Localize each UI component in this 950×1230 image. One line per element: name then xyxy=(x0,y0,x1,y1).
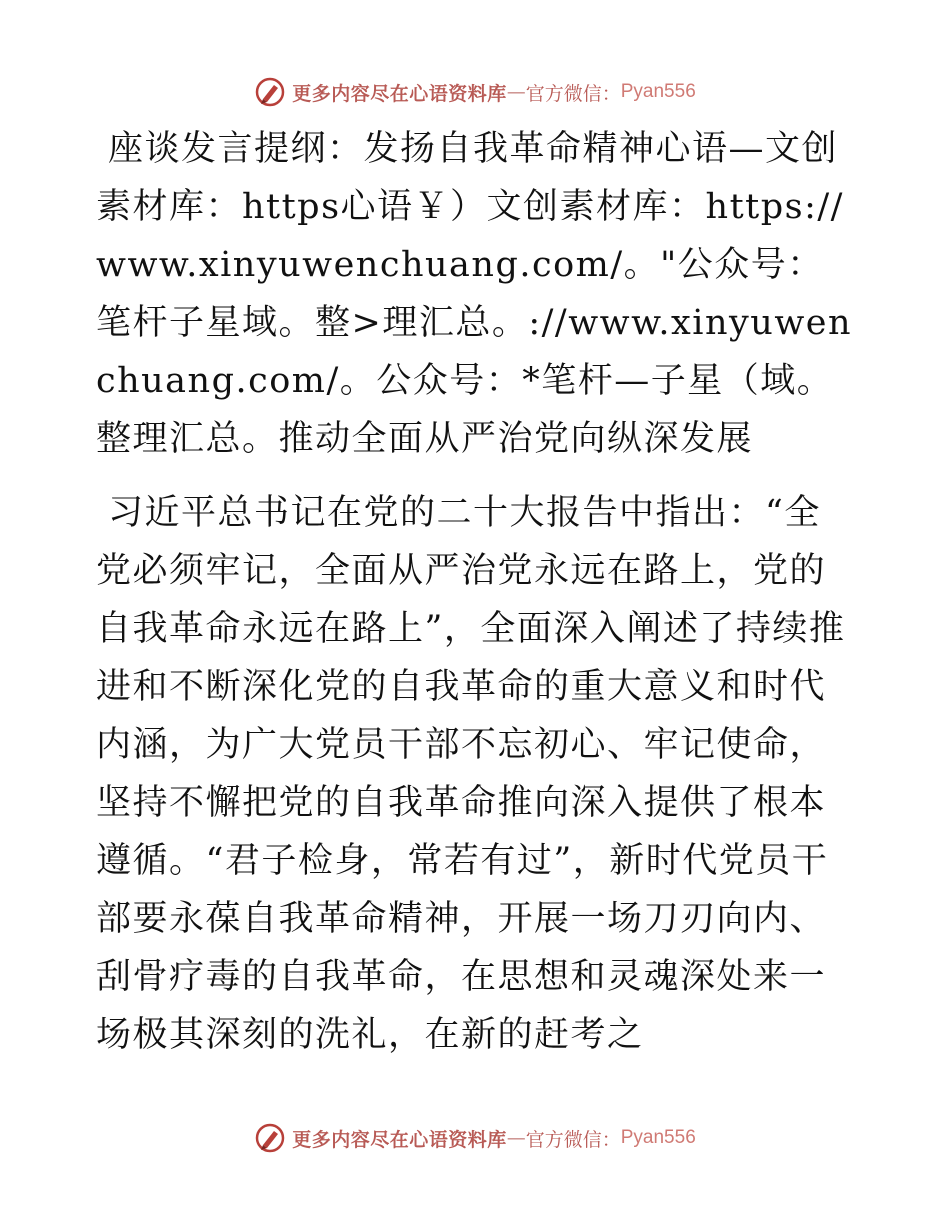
footer-watermark-banner xyxy=(0,1118,950,1158)
body-paragraph: 习近平总书记在党的二十大报告中指出：“全党必须牢记，全面从严治党永远在路上，党的自我革命永远在路上”，全面深入阐述了持续推进和不断深化党的自我革命的重大意义和时代内涵，为广大党员干部不忘初心、牢记使命，坚持不懈把党的自我革命推向深入提供了根本遵循。“君子检身，常若有过”，新时代党员干部要永葆自我革命精神，开展一场刀刃向内、刮骨疗毒的自我革命，在思想和灵魂深处来一场极其深刻的洗礼，在新的赶考之 xyxy=(96,493,846,1055)
banner-separator: — xyxy=(506,81,526,103)
banner-wechat-label: 官方微信： xyxy=(525,82,621,105)
banner-brand-text: 更多内容尽在心语资料库 xyxy=(292,82,507,105)
banner-separator: — xyxy=(506,1127,526,1149)
banner-wechat-id: Pyan556 xyxy=(620,1127,696,1148)
banner-wechat-id: Pyan556 xyxy=(620,81,696,102)
pen-logo-icon xyxy=(254,76,286,108)
document-body xyxy=(96,120,856,1064)
title-paragraph: 座谈发言提纲：发扬自我革命精神心语—文创素材库：https心语￥）文创素材库：https://www.xinyuwenchuang.com/。"公众号：笔杆子星域。整>理汇总。://www.xinyuwenchuang.com/。公众号：*笔杆—子星（域。整理汇总。推动全面从严治党向纵深发展 xyxy=(96,129,853,459)
banner-brand-text: 更多内容尽在心语资料库 xyxy=(292,1128,507,1151)
pen-logo-icon xyxy=(254,1122,286,1154)
header-watermark-banner xyxy=(0,72,950,112)
banner-wechat-label: 官方微信： xyxy=(525,1128,621,1151)
